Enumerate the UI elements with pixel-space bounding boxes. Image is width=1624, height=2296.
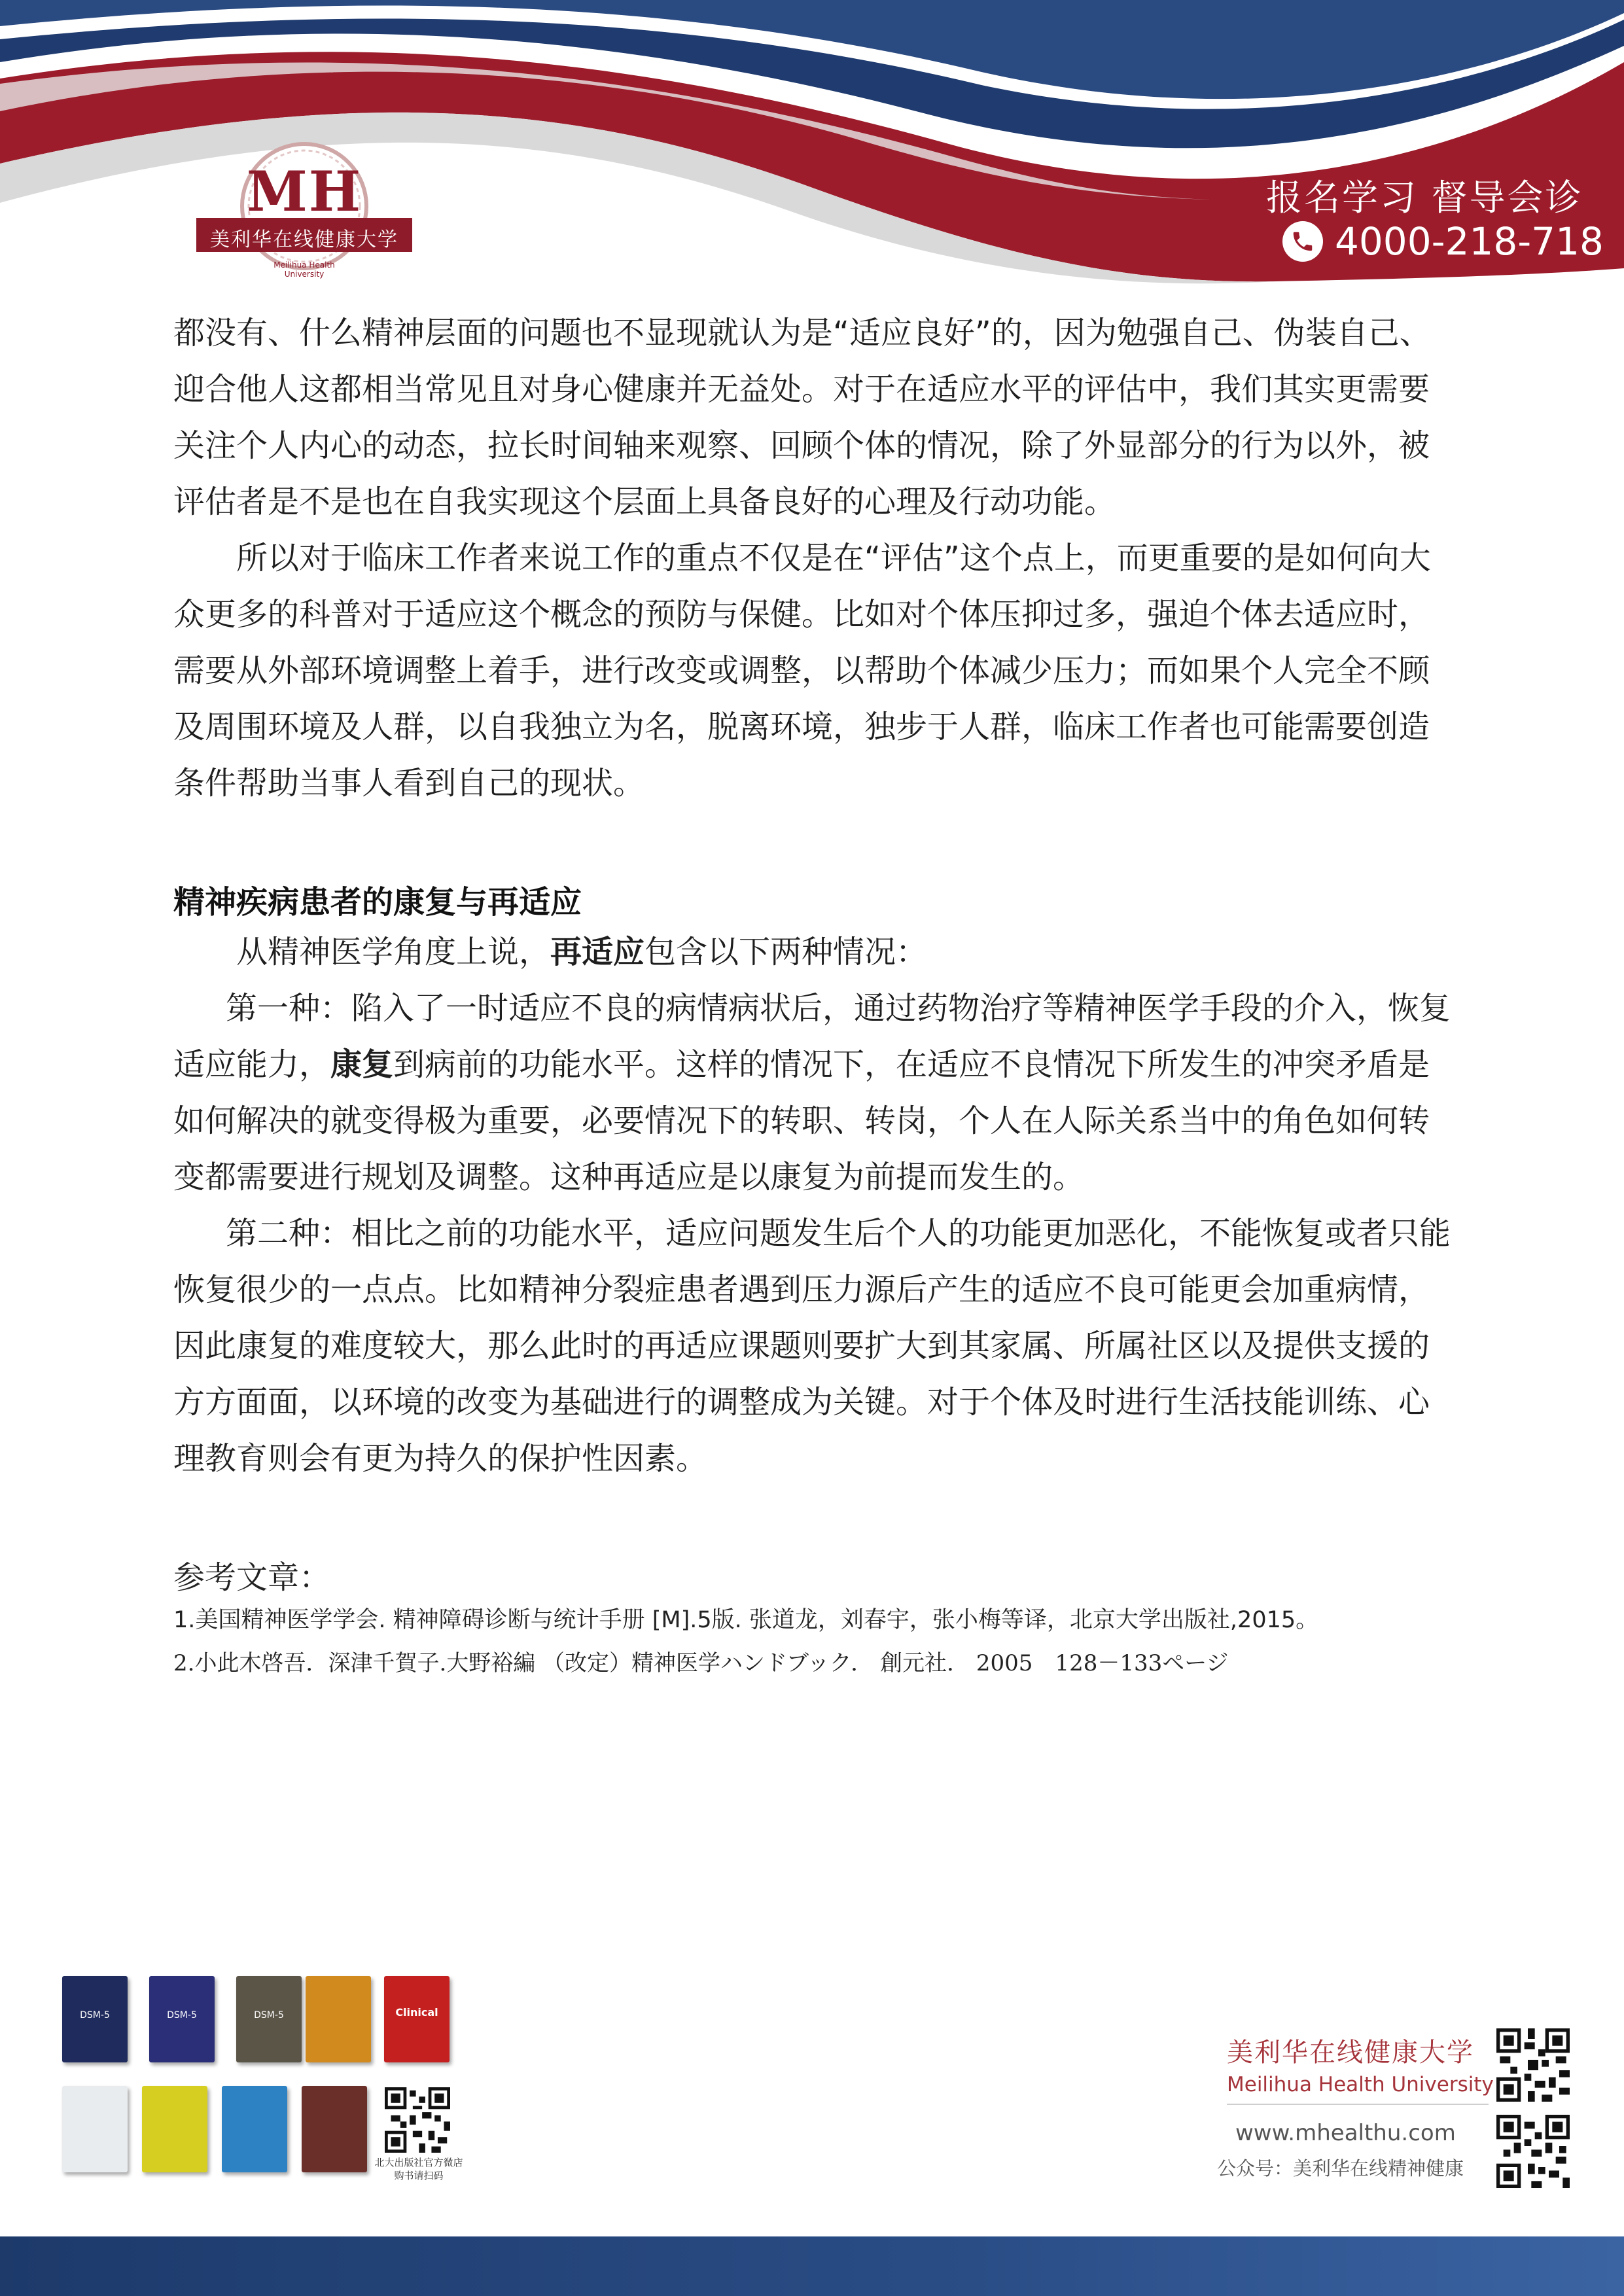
book-cover	[142, 2086, 207, 2172]
paragraph-5-text: 第二种：相比之前的功能水平，适应问题发生后个人的功能更加恶化，不能恢复或者只能恢复很少的一点点。比如精神分裂症患者遇到压力源后产生的适应不良可能更会加重病情，因此康复的难度较大，那么此时的再适应课题则要扩大到其家属、所属社区以及提供支援的方方面面，以环境的改变为基础进行的调整成为关键。对于个体及时进行生活技能训练、心理教育则会有更为持久的保护性因素。	[173, 1215, 1451, 1477]
section-heading: 精神疾病患者的康复与再适应	[173, 884, 582, 921]
paragraph-2	[173, 530, 1456, 811]
book-cover: DSM-5	[236, 1976, 302, 2062]
paragraph-4	[173, 980, 1456, 1205]
paragraph-4-text-b: 到病前的功能水平。这样的情况下，在适应不良情况下所发生的冲突矛盾是如何解决的就变得极为重要，必要情况下的转职、转岗，个人在人际关系当中的角色如何转变都需要进行规划及调整。这种再适应是以康复为前提而发生的。	[173, 1046, 1430, 1195]
logo-initials: MH	[246, 159, 362, 224]
footer-bar	[0, 2236, 1624, 2296]
paragraph-1-text: 都没有、什么精神层面的问题也不显现就认为是“适应良好”的，因为勉强自己、伪装自己、迎合他人这都相当常见且对身心健康并无益处。对于在适应水平的评估中，我们其实更需要关注个人内心的动态，拉长时间轴来观察、回顾个体的情况，除了外显部分的行为以外，被评估者是不是也在自我实现这个层面上具备良好的心理及行动功能。	[173, 315, 1431, 520]
paragraph-3	[173, 924, 1456, 980]
logo-name-en: Meilihua Health University	[274, 260, 335, 279]
wechat-account: 公众号：美利华在线精神健康	[1217, 2157, 1464, 2180]
book-cover: DSM-5	[62, 1976, 128, 2062]
bookstore-qr-caption: 北大出版社官方微店 购书请扫码	[374, 2157, 463, 2181]
paragraph-1	[173, 305, 1456, 530]
paragraph-2-text: 所以对于临床工作者来说工作的重点不仅是在“评估”这个点上，而更重要的是如何向大众更多的科普对于适应这个概念的预防与保健。比如对个体压抑过多，强迫个体去适应时，需要从外部环境调整上着手，进行改变或调整，以帮助个体减少压力；而如果个人完全不顾及周围环境及人群，以自我独立为名，脱离环境，独步于人群，临床工作者也可能需要创造条件帮助当事人看到自己的现状。	[173, 540, 1431, 802]
paragraph-4-text-a: 第一种：陷入了一时适应不良的病情病状后，通过药物治疗等精神医学手段的介入，恢复适应能力，	[173, 990, 1451, 1083]
paragraph-3-text-a: 从精神医学角度上说，	[236, 934, 551, 970]
phone-number: 4000-218-718	[1335, 219, 1604, 264]
header-slogan: 报名学习 督导会诊	[1266, 177, 1583, 219]
book-covers	[62, 1976, 455, 2185]
book-cover	[62, 2086, 128, 2172]
book-cover	[302, 2086, 367, 2172]
book-cover	[306, 1976, 371, 2062]
bookstore-qr-code[interactable]	[385, 2087, 450, 2153]
phone-icon	[1282, 221, 1323, 262]
logo-name-cn: 美利华在线健康大学	[210, 228, 398, 251]
paragraph-3-text-b: 包含以下两种情况：	[644, 934, 928, 970]
university-name-cn: 美利华在线健康大学	[1227, 2038, 1474, 2068]
header-phone[interactable]	[1282, 219, 1604, 264]
wechat-qr-code[interactable]	[1496, 2115, 1570, 2188]
paragraph-4-bold: 康复	[330, 1046, 394, 1083]
footer-divider	[1227, 2104, 1489, 2105]
reference-2: 2.小此木啓吾．深津千賀子.大野裕編 （改定）精神医学ハンドブック． 創元社． 2005 128－133ページ	[173, 1650, 1229, 1676]
book-cover: Clinical	[384, 1976, 450, 2062]
book-cover	[222, 2086, 287, 2172]
university-name-en: Meilihua Health University	[1227, 2073, 1494, 2096]
university-qr-code[interactable]	[1496, 2028, 1570, 2102]
reference-1: 1.美国精神医学学会. 精神障碍诊断与统计手册 [M].5版. 张道龙，刘春宇，张小梅等译，北京大学出版社,2015。	[173, 1607, 1319, 1633]
mh-logo	[196, 141, 412, 285]
paragraph-5	[173, 1205, 1456, 1487]
university-website-link[interactable]: www.mhealthu.com	[1235, 2120, 1456, 2146]
book-cover: DSM-5	[149, 1976, 215, 2062]
paragraph-3-bold: 再适应	[550, 934, 645, 970]
references-title: 参考文章：	[173, 1559, 331, 1596]
